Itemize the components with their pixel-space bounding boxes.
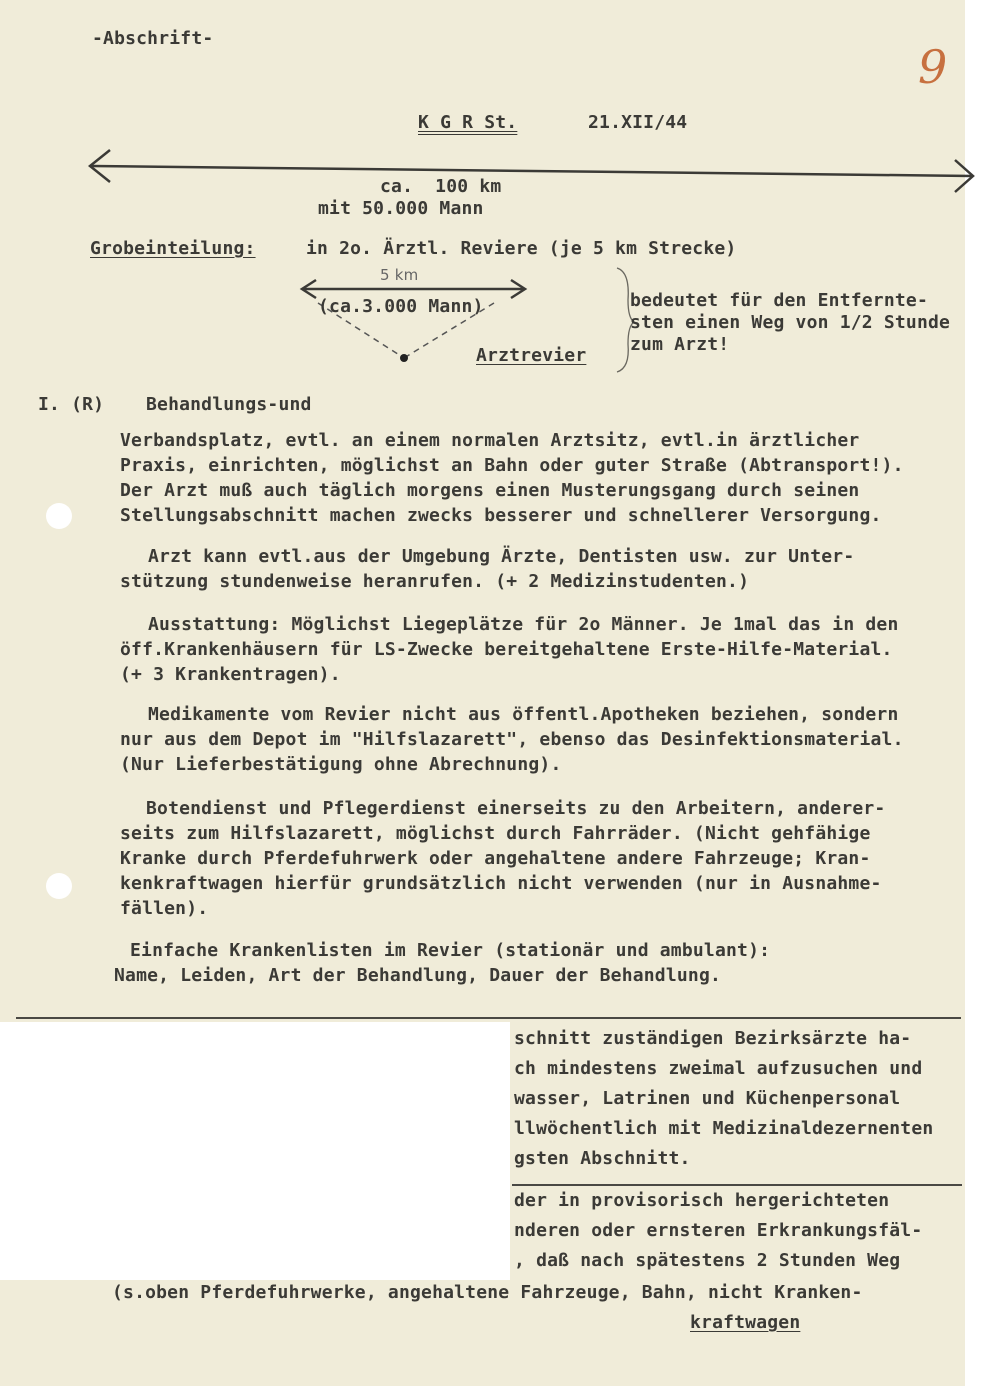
body-line: seits zum Hilfslazarett, möglichst durch Fahrräder. (Nicht gehfähige <box>120 823 871 844</box>
body-line: stützung stundenweise heranrufen. (+ 2 Medizinstudenten.) <box>120 571 750 592</box>
fragment-line: ch mindestens zweimal aufzusuchen und <box>514 1058 923 1079</box>
copy-mark: -Abschrift- <box>92 28 214 49</box>
sector-distance: 5 km <box>380 266 419 284</box>
body-line: Stellungsabschnitt machen zwecks besserer und schnellerer Versorgung. <box>120 505 882 526</box>
note-line: sten einen Weg von 1/2 Stunde <box>630 312 951 333</box>
body-line: Praxis, einrichten, möglichst an Bahn oder guter Straße (Abtransport!). <box>120 455 904 476</box>
fragment-line: llwöchentlich mit Medizinaldezernenten <box>514 1118 934 1139</box>
redacted-area <box>0 1022 510 1280</box>
section-title: Behandlungs-und <box>146 394 312 415</box>
separator-line <box>512 1184 962 1186</box>
separator-line <box>16 1017 961 1019</box>
fragment-line: gsten Abschnitt. <box>514 1148 691 1169</box>
division-label: Grobeinteilung: <box>90 238 256 259</box>
section-marker: I. (R) <box>38 394 105 415</box>
body-line: Name, Leiden, Art der Behandlung, Dauer der Behandlung. <box>114 965 722 986</box>
body-line: (Nur Lieferbestätigung ohne Abrechnung). <box>120 754 562 775</box>
sector-men: (ca.3.000 Mann) <box>318 296 484 317</box>
fragment-line: (s.oben Pferdefuhrwerke, angehaltene Fahrzeuge, Bahn, nicht Kranken- <box>112 1282 863 1303</box>
punch-hole <box>46 503 72 529</box>
fragment-line: , daß nach spätestens 2 Stunden Weg <box>514 1250 901 1271</box>
body-line: fällen). <box>120 898 209 919</box>
body-line: Kranke durch Pferdefuhrwerk oder angehaltene andere Fahrzeuge; Kran- <box>120 848 871 869</box>
body-line: (+ 3 Krankentragen). <box>120 664 341 685</box>
page-number: 9 <box>918 40 948 94</box>
body-line: Der Arzt muß auch täglich morgens einen Musterungsgang durch seinen <box>120 480 860 501</box>
body-line: Einfache Krankenlisten im Revier (stationär und ambulant): <box>130 940 771 961</box>
body-line: nur aus dem Depot im "Hilfslazarett", ebenso das Desinfektionsmaterial. <box>120 729 904 750</box>
fragment-line: schnitt zuständigen Bezirksärzte ha- <box>514 1028 912 1049</box>
org-heading: K G R St. <box>418 112 518 133</box>
note-line: bedeutet für den Entfernte- <box>630 290 928 311</box>
body-line: öff.Krankenhäusern für LS-Zwecke bereitgehaltene Erste-Hilfe-Material. <box>120 639 893 660</box>
note-line: zum Arzt! <box>630 334 730 355</box>
distance-label: ca. 100 km <box>380 176 502 197</box>
fragment-line: der in provisorisch hergerichteten <box>514 1190 890 1211</box>
division-text: in 2o. Ärztl. Reviere (je 5 km Strecke) <box>306 238 737 259</box>
punch-hole <box>46 873 72 899</box>
total-distance-arrow <box>90 150 973 192</box>
doctor-location-dot <box>400 354 408 362</box>
fragment-line: wasser, Latrinen und Küchenpersonal <box>514 1088 901 1109</box>
body-line: Botendienst und Pflegerdienst einerseits zu den Arbeitern, anderer- <box>146 798 886 819</box>
body-line: Arzt kann evtl.aus der Umgebung Ärzte, Dentisten usw. zur Unter- <box>148 546 855 567</box>
body-line: kenkraftwagen hierfür grundsätzlich nicht verwenden (nur in Ausnahme- <box>120 873 882 894</box>
body-line: Verbandsplatz, evtl. an einem normalen Arztsitz, evtl.in ärztlicher <box>120 430 860 451</box>
sector-label: Arztrevier <box>476 345 587 366</box>
body-line: Medikamente vom Revier nicht aus öffentl.Apotheken beziehen, sondern <box>148 704 899 725</box>
fragment-line: nderen oder ernsteren Erkrankungsfäl- <box>514 1220 923 1241</box>
document-date: 21.XII/44 <box>588 112 688 133</box>
body-line: Ausstattung: Möglichst Liegeplätze für 2o Männer. Je 1mal das in den <box>148 614 899 635</box>
fragment-line: kraftwagen <box>690 1312 801 1333</box>
men-count: mit 50.000 Mann <box>318 198 484 219</box>
